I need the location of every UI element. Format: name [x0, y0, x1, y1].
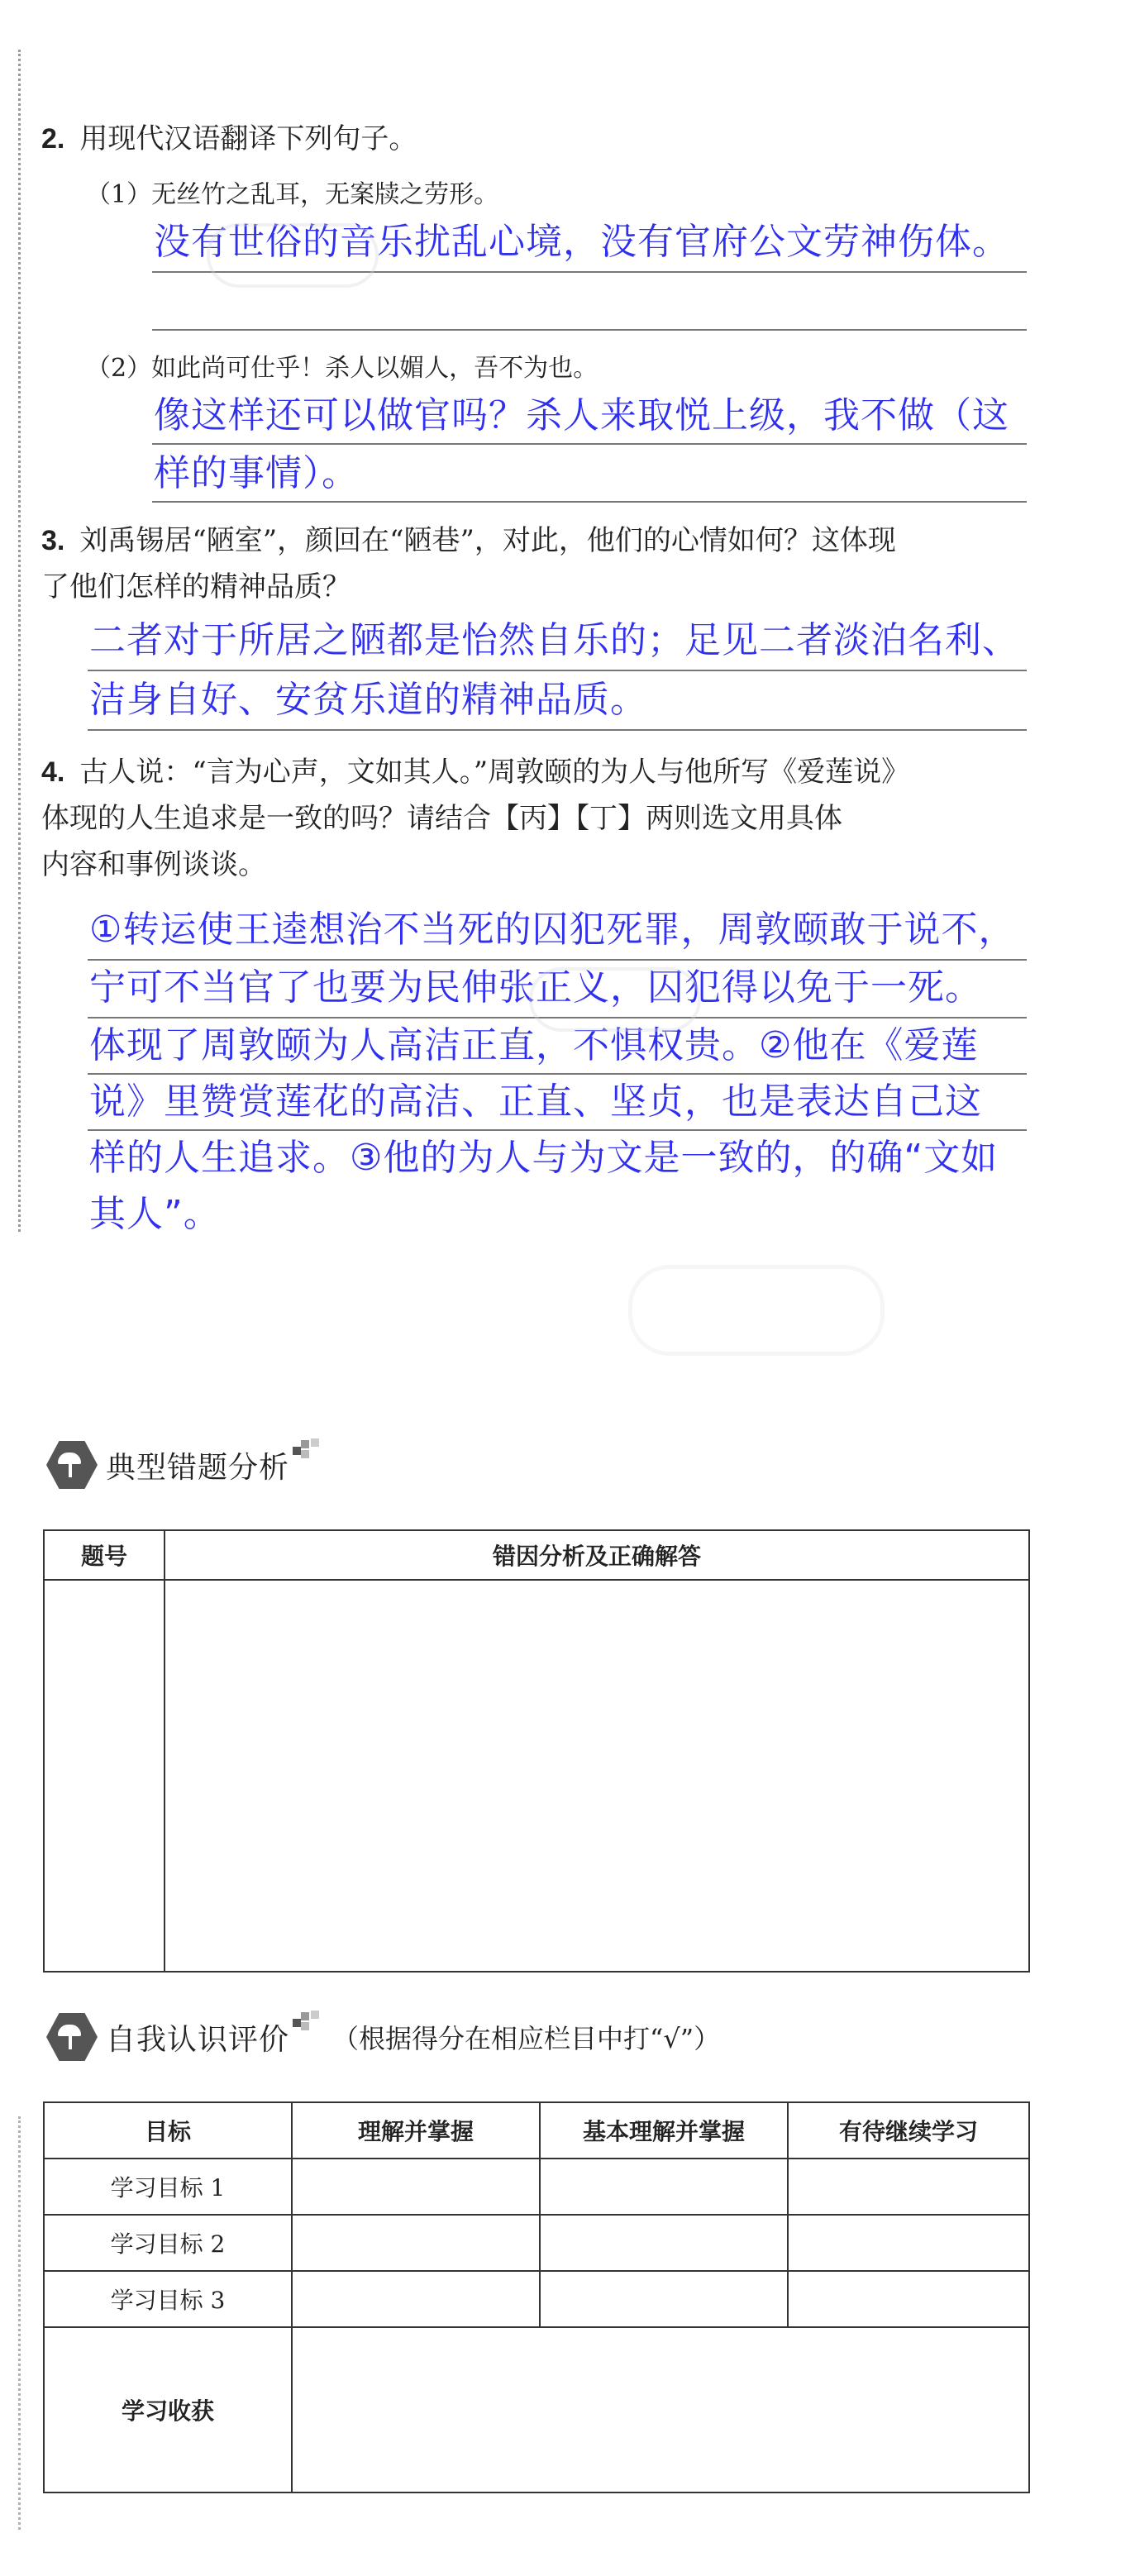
question-2 — [41, 116, 417, 162]
answer-rule — [152, 329, 1027, 331]
q4-answer-line-6: 其人”。 — [89, 1193, 221, 1235]
margin-dotted-line — [18, 50, 21, 1232]
watermark-mark — [628, 1265, 885, 1356]
col-mastered: 理解并掌握 — [292, 2102, 540, 2159]
q2-item-2 — [86, 347, 598, 384]
error-analysis-table — [43, 1529, 1030, 1973]
section-title: 自我认识评价 — [106, 2022, 290, 2057]
q2-item-2-answer-line-2: 样的事情）。 — [154, 452, 359, 494]
item-text: 无丝竹之乱耳，无案牍之劳形。 — [151, 180, 499, 209]
check-cell[interactable] — [540, 2215, 788, 2271]
section-icon — [46, 1441, 98, 1489]
section-title: 典型错题分析 — [106, 1450, 290, 1485]
question-4 — [41, 749, 909, 888]
harvest-label: 学习收获 — [44, 2327, 292, 2493]
q4-answer-line-1: ①转运使王逵想治不当死的囚犯死罪，周敦颐敢于说不， — [89, 909, 1016, 951]
col-needs-work: 有待继续学习 — [788, 2102, 1029, 2159]
q2-item-1-answer: 没有世俗的音乐扰乱心境，没有官府公文劳神伤体。 — [154, 221, 1009, 263]
q4-answer-line-5: 样的人生追求。③他的为人与为文是一致的，的确“文如 — [89, 1137, 999, 1179]
watermark-mark — [529, 967, 701, 1032]
question-number: 4. — [41, 756, 65, 788]
row-label: 学习目标 3 — [44, 2271, 292, 2327]
table-row — [44, 2215, 1029, 2271]
q3-answer-line-2: 洁身自好、安贫乐道的精神品质。 — [89, 679, 647, 721]
check-cell[interactable] — [292, 2271, 540, 2327]
table-row — [44, 2159, 1029, 2215]
decor-squares-icon — [293, 1438, 326, 1472]
check-cell[interactable] — [788, 2271, 1029, 2327]
answer-cell-number[interactable] — [44, 1580, 165, 1972]
q2-item-2-answer-line-1: 像这样还可以做官吗？杀人来取悦上级，我不做（这 — [154, 394, 1009, 436]
check-cell[interactable] — [292, 2159, 540, 2215]
error-analysis-header — [46, 1438, 326, 1491]
question-prompt-line: 内容和事例谈谈。 — [41, 848, 266, 881]
q4-answer-line-3: 体现了周敦颐为人高洁正直，不惧权贵。②他在《爱莲 — [89, 1024, 979, 1066]
check-cell[interactable] — [292, 2215, 540, 2271]
question-prompt-line: 古人说：“言为心声，文如其人。”周敦颐的为人与他所写《爱莲说》 — [79, 756, 910, 789]
question-prompt-line: 刘禹锡居“陋室”，颜回在“陋巷”，对此，他们的心情如何？这体现 — [79, 524, 896, 557]
table-row — [44, 2271, 1029, 2327]
item-label: （1） — [86, 180, 152, 209]
q4-answer-line-4: 说》里赞赏莲花的高洁、正直、坚贞，也是表达自己这 — [89, 1080, 982, 1123]
self-eval-header — [46, 2011, 720, 2063]
question-prompt-line: 了他们怎样的精神品质？ — [41, 570, 351, 603]
harvest-cell[interactable] — [292, 2327, 1029, 2493]
q3-answer-line-1: 二者对于所居之陋都是怡然自乐的；足见二者淡泊名利、 — [89, 619, 1019, 661]
answer-rule — [88, 729, 1027, 731]
question-prompt-line: 体现的人生追求是一致的吗？请结合【丙】【丁】两则选文用具体 — [41, 802, 842, 835]
col-question-number: 题号 — [44, 1530, 165, 1580]
question-prompt: 用现代汉语翻译下列句子。 — [79, 122, 417, 155]
check-cell[interactable] — [540, 2271, 788, 2327]
margin-dotted-line-lower — [18, 2116, 21, 2530]
row-label: 学习目标 2 — [44, 2215, 292, 2271]
item-text: 如此尚可仕乎！杀人以媚人，吾不为也。 — [151, 354, 598, 383]
check-cell[interactable] — [540, 2159, 788, 2215]
decor-squares-icon — [293, 2011, 326, 2044]
question-3 — [41, 518, 896, 610]
col-basic: 基本理解并掌握 — [540, 2102, 788, 2159]
item-label: （2） — [86, 354, 152, 383]
table-row — [44, 2327, 1029, 2493]
row-label: 学习目标 1 — [44, 2159, 292, 2215]
section-note: （根据得分在相应栏目中打“√”） — [332, 2023, 721, 2054]
watermark-mark — [207, 223, 379, 288]
q4-answer-line-2: 宁可不当官了也要为民伸张正义，囚犯得以免于一死。 — [89, 966, 982, 1009]
question-number: 2. — [41, 123, 65, 155]
check-cell[interactable] — [788, 2215, 1029, 2271]
col-goal: 目标 — [44, 2102, 292, 2159]
check-cell[interactable] — [788, 2159, 1029, 2215]
self-eval-table — [43, 2101, 1030, 2493]
section-icon — [46, 2013, 98, 2061]
answer-rule — [152, 501, 1027, 503]
col-error-analysis: 错因分析及正确解答 — [165, 1530, 1029, 1580]
q2-item-1 — [86, 174, 498, 210]
question-number: 3. — [41, 525, 65, 556]
answer-cell-analysis[interactable] — [165, 1580, 1029, 1972]
